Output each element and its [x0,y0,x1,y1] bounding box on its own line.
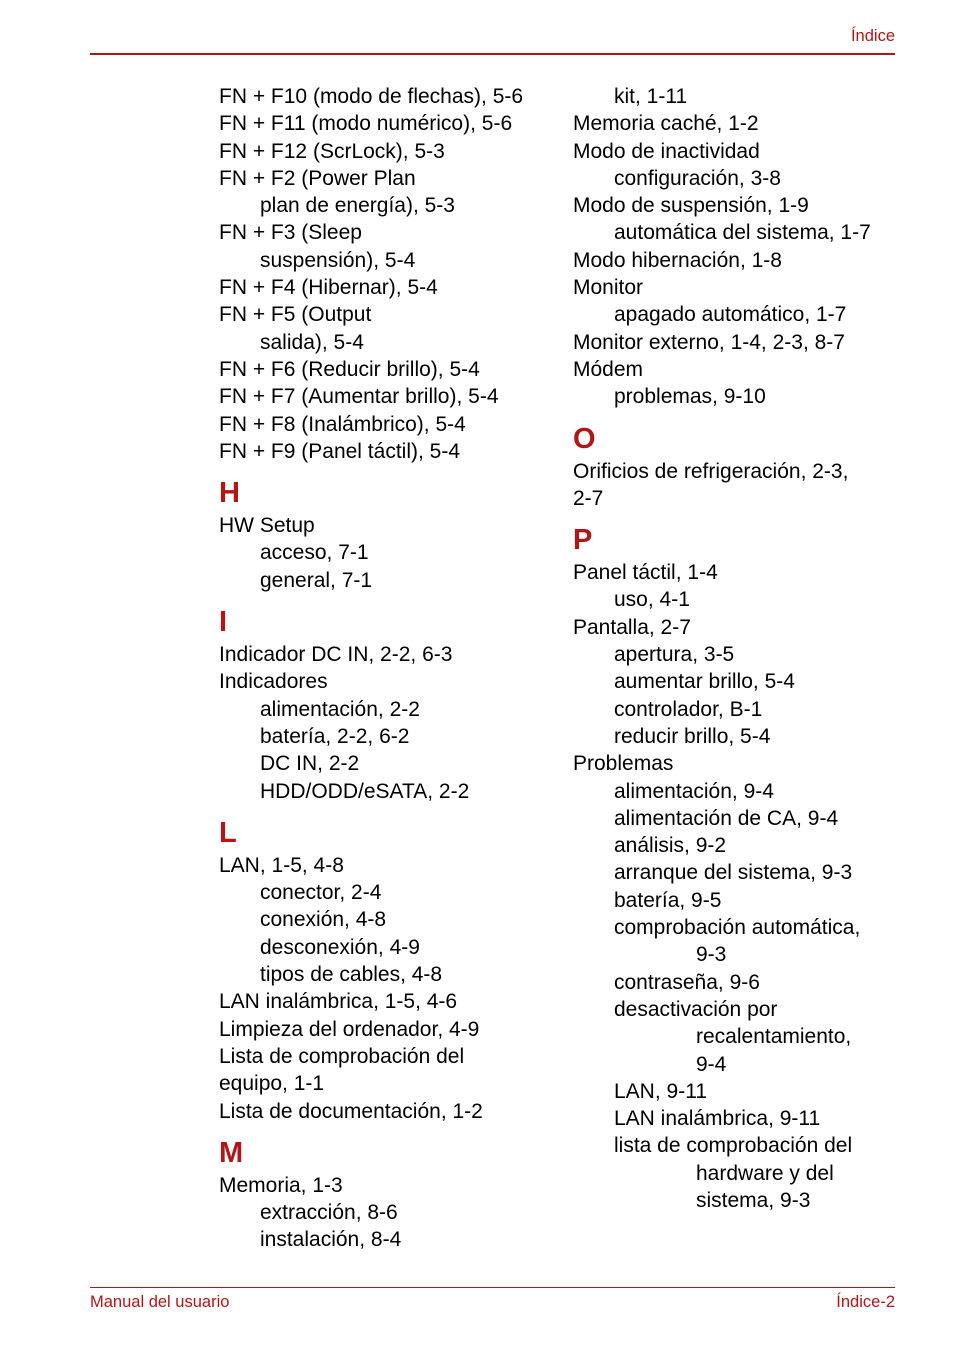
index-subentry: conexión, 4-8 [260,908,387,932]
footer-rule [90,1287,895,1288]
index-entry: Panel táctil, 1-4 [573,561,718,585]
index-subentry: DC IN, 2-2 [260,752,360,776]
index-entry: Monitor [573,276,644,300]
footer-manual-title: Manual del usuario [90,1293,230,1311]
index-letter-heading: L [219,816,237,849]
index-letter-heading: H [219,477,240,510]
index-subentry: batería, 2-2, 6-2 [260,724,410,748]
index-subentry: aumentar brillo, 5-4 [614,670,795,694]
index-entry: FN + F3 (Sleep [219,221,362,245]
index-letter-heading: P [573,524,593,557]
index-entry: Monitor externo, 1-4, 2-3, 8-7 [573,330,845,354]
index-entry: Pantalla, 2-7 [573,615,691,639]
index-entry: Lista de documentación, 1-2 [219,1099,483,1123]
index-entry: FN + F7 (Aumentar brillo), 5-4 [219,385,499,409]
index-entry: Indicador DC IN, 2-2, 6-3 [219,643,453,667]
header-title: Índice [850,27,895,45]
index-entry: Indicadores [219,670,328,694]
index-subentry: controlador, B-1 [614,697,763,721]
index-entry: Orificios de refrigeración, 2-3, [573,459,849,483]
index-entry: Lista de comprobación del [219,1044,465,1068]
index-subentry: sistema, 9-3 [696,1188,811,1212]
index-subentry: alimentación, 9-4 [614,779,774,803]
index-entry: HW Setup [219,514,315,538]
index-letter-heading: O [573,422,596,455]
index-subentry: tipos de cables, 4-8 [260,963,443,987]
index-subentry: HDD/ODD/eSATA, 2-2 [260,779,470,803]
index-subentry: recalentamiento, [696,1025,852,1049]
index-entry: FN + F2 (Power Plan [219,166,416,190]
index-entry: FN + F6 (Reducir brillo), 5-4 [219,357,480,381]
index-column-left [219,83,559,1254]
index-entry: Memoria, 1-3 [219,1173,343,1197]
index-entry: Problemas [573,752,674,776]
index-subentry: comprobación automática, [614,916,861,940]
index-entry: Módem [573,357,644,381]
index-subentry: contraseña, 9-6 [614,970,760,994]
index-entry: LAN, 1-5, 4-8 [219,853,344,877]
index-subentry: LAN inalámbrica, 9-11 [614,1107,821,1131]
index-subentry: apertura, 3-5 [614,643,735,667]
index-entry: FN + F12 (ScrLock), 5-3 [219,139,445,163]
index-subentry: alimentación, 2-2 [260,697,420,721]
index-subentry: conector, 2-4 [260,881,382,905]
index-subentry: batería, 9-5 [614,888,722,912]
index-entry: equipo, 1-1 [219,1072,325,1096]
index-subentry: plan de energía), 5-3 [260,194,455,218]
index-subentry: instalación, 8-4 [260,1228,402,1252]
index-entry: LAN inalámbrica, 1-5, 4-6 [219,990,458,1014]
index-subentry: configuración, 3-8 [614,166,781,190]
index-subentry: extracción, 8-6 [260,1201,398,1225]
header-rule [90,53,895,55]
index-subentry: desconexión, 4-9 [260,935,420,959]
index-subentry: desactivación por [614,997,778,1021]
index-subentry: apagado automático, 1-7 [614,303,847,327]
index-letter-heading: M [219,1136,244,1169]
index-subentry: kit, 1-11 [614,85,688,108]
index-column-right [573,83,903,1214]
index-entry: FN + F9 (Panel táctil), 5-4 [219,439,460,463]
index-entry: FN + F10 (modo de flechas), 5-6 [219,85,524,108]
index-entry: Memoria caché, 1-2 [573,112,759,136]
index-subentry: salida), 5-4 [260,330,364,354]
footer-page-number: Índice-2 [836,1293,895,1311]
index-entry: Limpieza del ordenador, 4-9 [219,1017,480,1041]
index-entry: Modo de inactividad [573,139,760,163]
index-letter-heading: I [219,606,228,639]
index-subentry: reducir brillo, 5-4 [614,724,771,748]
index-entry: Modo hibernación, 1-8 [573,248,782,272]
index-subentry: 9-4 [696,1052,727,1076]
index-subentry: LAN, 9-11 [614,1079,707,1103]
index-subentry: automática del sistema, 1-7 [614,221,871,245]
index-subentry: suspensión), 5-4 [260,248,416,272]
index-subentry: lista de comprobación del [614,1134,853,1158]
index-subentry: problemas, 9-10 [614,385,766,409]
index-subentry: arranque del sistema, 9-3 [614,861,853,885]
index-entry: FN + F5 (Output [219,303,372,327]
index-subentry: análisis, 9-2 [614,834,727,858]
index-entry: Modo de suspensión, 1-9 [573,194,809,218]
index-entry: FN + F8 (Inalámbrico), 5-4 [219,412,466,436]
index-entry: FN + F11 (modo numérico), 5-6 [219,112,513,136]
index-entry: FN + F4 (Hibernar), 5-4 [219,276,438,300]
index-subentry: acceso, 7-1 [260,541,369,565]
index-subentry: 9-3 [696,943,727,967]
index-subentry: alimentación de CA, 9-4 [614,806,839,830]
index-entry: 2-7 [573,486,604,510]
index-subentry: hardware y del [696,1161,834,1185]
index-subentry: uso, 4-1 [614,588,690,612]
index-subentry: general, 7-1 [260,568,373,592]
